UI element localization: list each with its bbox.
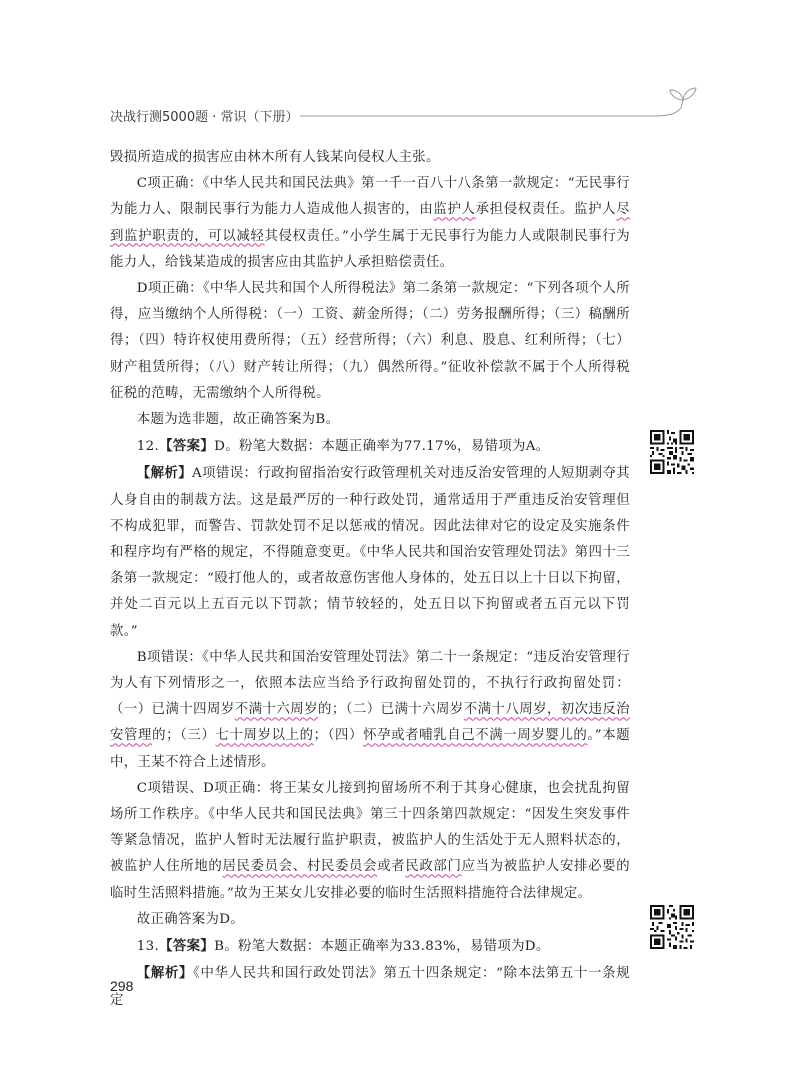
text-run: 或者 [377,859,406,875]
answer-text: B。粉笔大数据：本题正确率为33.83%，易错项为D。 [214,939,550,955]
page-body [110,145,630,1014]
underlined-text: 尽到监护职责的，可以减轻 [110,202,630,244]
qr-code-icon[interactable] [650,905,694,949]
paragraph: 本题为选非题，故正确答案为B。 [136,412,340,428]
underlined-text: 不满十八周岁，初次违反治安管理 [110,702,630,744]
paragraph [110,171,630,276]
underlined-text: 怀孕或者哺乳自己不满一周岁婴儿的 [363,728,588,744]
text-run: ；（四） [313,728,364,744]
paragraph [110,645,630,776]
underlined-text: 民政部门 [405,859,462,875]
analysis-paragraph [110,960,630,1013]
paragraph: 故正确答案为D。 [136,911,245,927]
text-run: 承担侵权责任。监护人 [475,202,617,218]
paragraph: 毁损所造成的损害应由林木所有人钱某向侵权人主张。 [110,150,440,165]
text-run: 应当为被监护人安排必要的临时生活照料措施。”故为王某女儿安排必要的临时生活照料措施符合法律规定。 [110,859,630,901]
answer-text: D。粉笔大数据：本题正确率为77.17%，易错项为A。 [214,439,550,455]
question-number: 13. [136,939,160,955]
answer-label: 【答案】 [159,438,215,455]
analysis-label: 【解析】 [136,965,194,982]
text-run: 其侵权责任。”小学生属于无民事行为能力人或限制民事行为能力人，给钱某造成的损害应由其监护人承担赔偿责任。 [110,228,630,270]
text-run: 的；（三） [152,728,216,744]
text-run: 。”本题中，王某不符合上述情形。 [110,728,631,770]
text-run: C项正确：《中华人民共和国民法典》第一千一百八十八条第一款规定：“无民事行为能力人、限制民事行为能力人造成他人损害的，由 [110,176,630,218]
question-number: 12. [136,439,160,455]
underlined-text: 监护人 [433,202,476,218]
analysis-text: 《中华人民共和国行政处罚法》第五十四条规定：“除本法第五十一条规定 [110,966,630,1008]
answer-line [110,433,630,460]
text-run: C项错误、D项正确：将王某女儿接到拘留场所不利于其身心健康，也会扰乱拘留场所工作秩序。《中华人民共和国民法典》第三十四条第四款规定：“因发生突发事件等紧急情况，监护人暂时无法履行监护职责，被监护人的生活处于无人照料状态的，被监护人住所地的 [110,780,630,875]
underlined-text: 不满十六周岁 [234,702,318,718]
answer-line [110,933,630,960]
qr-code-icon[interactable] [650,430,694,474]
text-run: B项错误：《中华人民共和国治安管理处罚法》第二十一条规定：“违反治安管理行为人有下列情形之一，依照本法应当给予行政拘留处罚的，不执行行政拘留处罚：（一）已满十四周岁 [110,649,630,718]
analysis-paragraph [110,460,630,644]
text-run: 的；（二）已满十六周岁 [317,702,464,718]
analysis-label: 【解析】 [136,465,193,482]
running-header: 决战行测5000题 · 常识（下册） [110,110,299,125]
paragraph [110,776,630,907]
page-number: 298 [110,978,134,994]
underlined-text: 七十周岁以上的 [215,728,314,744]
answer-label: 【答案】 [159,938,215,955]
paragraph: D项正确：《中华人民共和国个人所得税法》第二条第一款规定：“下列各项个人所得，应当缴纳个人所得税：（一）工资、薪金所得；（二）劳务报酬所得；（三）稿酬所得；（四）特许权使用费所得；（五）经营所得；（六）利息、股息、红利所得；（七）财产租赁所得；（八）财产转让所得；（九）偶然所得。”征收补偿款不属于个人所得税征税的范畴，无需缴纳个人所得税。 [110,281,630,401]
analysis-text: A项错误：行政拘留指治安行政管理机关对违反治安管理的人短期剥夺其人身自由的制裁方法。这是最严厉的一种行政处罚，通常适用于严重违反治安管理但不构成犯罪，而警告、罚款处罚不足以惩戒的情况。因此法律对它的设定及实施条件和程序均有严格的规定，不得随意变更。《中华人民共和国治安管理处罚法》第四十三条第一款规定：“殴打他人的，或者故意伤害他人身体的，处五日以上十日以下拘留，并处二百元以上五百元以下罚款；情节较轻的，处五日以下拘留或者五百元以下罚款。” [110,466,631,639]
underlined-text: 居民委员会、村民委员会 [222,859,378,875]
sprout-icon [670,88,696,108]
